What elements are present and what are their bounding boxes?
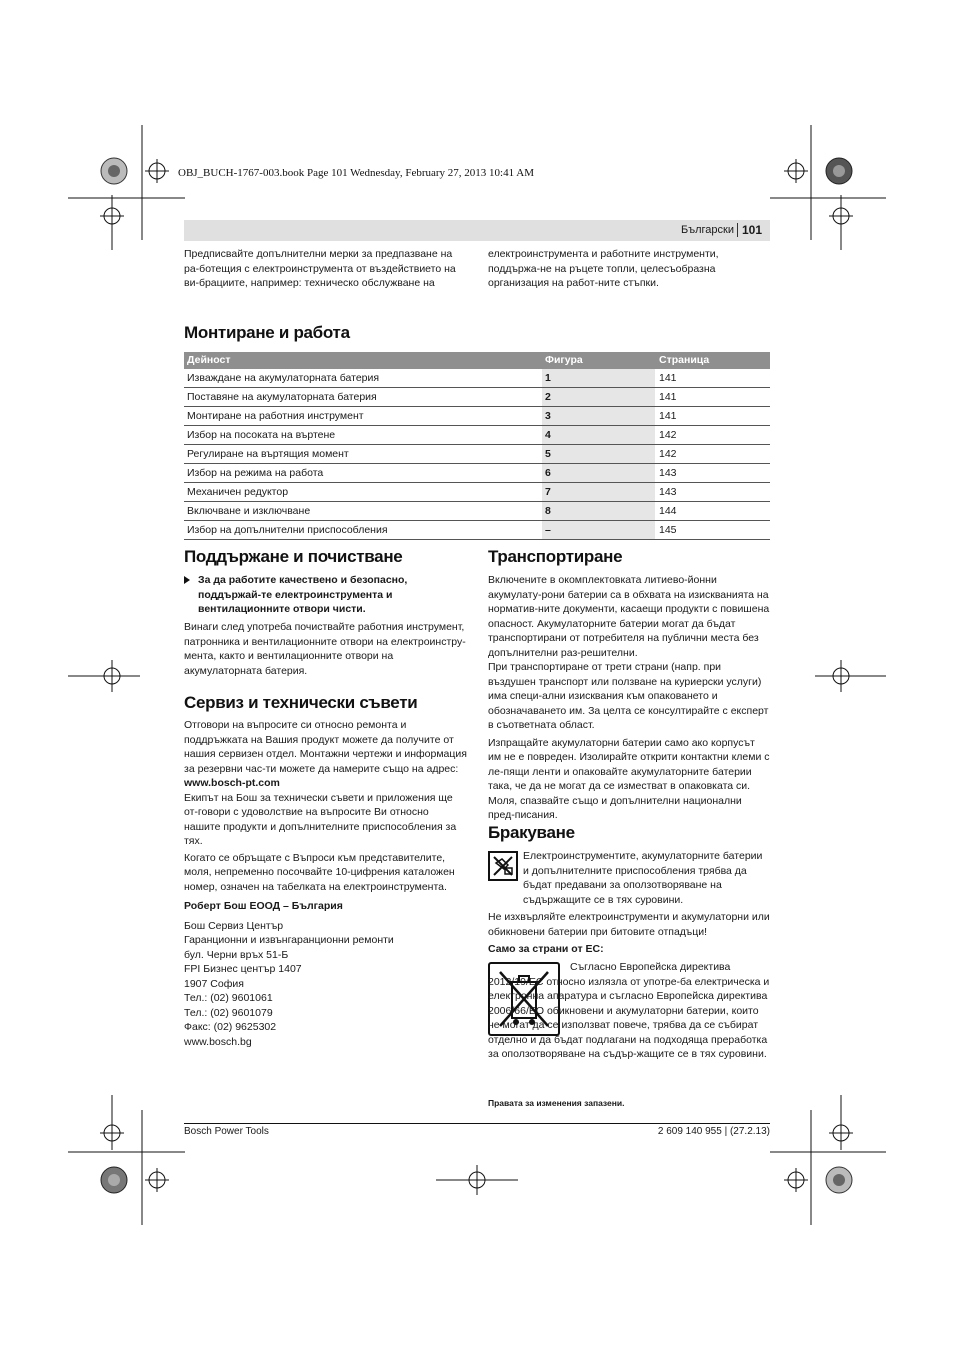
service-address <box>184 919 468 1050</box>
intro-right: електроинструмента и работните инструменти, поддържа-не на ръцете топли, целесъобразна организация на работ-ните стъпки. <box>488 248 719 289</box>
section-title-service: Сервиз и технически съвети <box>184 693 418 712</box>
cell-page: 142 <box>659 448 677 460</box>
cell-figure: 6 <box>545 467 551 479</box>
header-divider <box>737 223 738 237</box>
service-block <box>184 718 468 1049</box>
address-line: Гаранционни и извънгаранционни ремонти <box>184 934 394 946</box>
transport-p1: Включените в окомплектовката литиево-йонни акумулату-рони батерии са в обхвата на изискванията на норматив-ните документи, касаещи продукти с повишена опасност. Акумулаторните батерии могат да бъдат транспортирани от потребителя на публични места без допълнителни раз-решителни. <box>488 574 770 659</box>
disposal-eu-label: Само за страни от ЕС: <box>488 943 604 955</box>
print-header: OBJ_BUCH-1767-003.book Page 101 Wednesday, February 27, 2013 10:41 AM <box>178 167 534 179</box>
cell-page: 143 <box>659 486 677 498</box>
table-row <box>184 445 770 464</box>
footer-doc-number: 2 609 140 955 | (27.2.13) <box>657 1126 770 1137</box>
table-row <box>184 464 770 483</box>
section-title-disposal: Бракуване <box>488 823 575 842</box>
cell-action: Монтиране на работния инструмент <box>187 410 364 422</box>
cell-action: Поставяне на акумулаторната батерия <box>187 391 377 403</box>
transport-p2: При транспортиране от трети страни (напр. при въздушен транспорт или ползване на куриерски услуги) има специ-ални изисквания към опаковането и обозначаването им. За целта се консултирайте с експерт в съответната област. <box>488 661 769 731</box>
disposal-p1: Електроинструментите, акумулаторните батерии и допълнителните приспособления трябва да бъдат предавани за оползотворяване на съдържащите се в тях суровини. <box>523 850 763 906</box>
col-header-figure: Фигура <box>545 354 583 366</box>
transport-p4: Моля, спазвайте също и допълнителни национални пред-писания. <box>488 794 742 821</box>
cell-page: 145 <box>659 524 677 536</box>
address-line[interactable]: www.bosch.bg <box>184 1035 252 1048</box>
cell-page: 141 <box>659 391 677 403</box>
cell-action: Избор на посоката на въртене <box>187 429 336 441</box>
address-line: Тел.: (02) 9601061 <box>184 992 273 1004</box>
section-title-transport: Транспортиране <box>488 547 623 566</box>
transport-p3: Изпращайте акумулаторни батерии само ако корпусът им не е повреден. Изолирайте открити контактни клеми с ле-пящи ленти и опаковайте акумулаторните батерии така, че да не могат да се изместват в опаковката си. <box>488 736 770 792</box>
table-row <box>184 388 770 407</box>
service-p2: Екипът на Бош за технически съвети и приложения ще от-говори с удоволствие на въпросите Ви относно нашите продукти и допълнителните приспособления за тях. <box>184 791 457 847</box>
cell-figure: 5 <box>545 448 551 460</box>
disposal-p2: Не изхвърляйте електроинструменти и акумулаторни или обикновени батерии при битовите отпадъци! <box>488 911 770 938</box>
page-header <box>184 220 770 241</box>
cell-page: 142 <box>659 429 677 441</box>
table-row <box>184 521 770 540</box>
cell-page: 144 <box>659 505 677 517</box>
intro-left: Предписвайте допълнителни мерки за предпазване на ра-ботещия с електроинструмента от въздействието на ви-брациите, например: техническо обслужване на <box>184 248 456 289</box>
maintenance-text: Винаги след употреба почиствайте работния инструмент, патронника и вентилационните отвори на електроинстру-мента, както и вентилационните отвори на акумулаторната батерия. <box>184 621 466 677</box>
table-row <box>184 483 770 502</box>
cell-figure: – <box>545 524 551 536</box>
page-number: 101 <box>741 223 762 237</box>
cell-figure: 4 <box>545 429 551 441</box>
bullet-arrow-icon <box>184 576 190 584</box>
cell-figure: 1 <box>545 372 551 384</box>
service-p3: Когато се обръщате с Въпроси към представителите, моля, непременно посочвайте 10-цифрения каталожен номер, означен на табелката на електроинструмента. <box>184 851 455 893</box>
cell-action: Изваждане на акумулаторната батерия <box>187 372 380 384</box>
col-header-action: Дейност <box>187 354 231 366</box>
col-header-page: Страница <box>659 354 710 366</box>
cell-action: Механичен редуктор <box>187 486 289 498</box>
disposal-p3: Съгласно Европейска директива 2012/19/ЕС относно излязла от употре-ба електрическа и електронна апаратура и съгласно Европейска директива 2006/66/ЕО обикновени и акумулаторни батерии, които не могат да се използват повече, трябва да се събират отделно и да бъдат подлагани на подходяща преработка за оползотворяване на съдър-жащите се в тях суровини. <box>488 961 770 1060</box>
address-line: Тел.: (02) 9601079 <box>184 1006 273 1019</box>
footer-brand: Bosch Power Tools <box>184 1126 269 1137</box>
footer-divider <box>184 1123 770 1124</box>
address-line: Факс: (02) 9625302 <box>184 1021 277 1033</box>
maintenance-bullet <box>184 573 468 617</box>
maintenance-bullet-text: За да работите качествено и безопасно, поддържай-те електроинструмента и вентилационните отвори чисти. <box>198 574 408 615</box>
cell-page: 141 <box>659 372 677 384</box>
table-row <box>184 407 770 426</box>
address-line: 1907 София <box>184 977 244 990</box>
cell-action: Избор на допълнителни приспособления <box>187 524 388 536</box>
cell-action: Регулиране на въртящия момент <box>187 448 349 460</box>
service-url[interactable]: www.bosch-pt.com <box>184 777 280 789</box>
service-company: Роберт Бош ЕООД – България <box>184 900 343 912</box>
recycle-tool-icon <box>488 851 518 881</box>
header-language: Български <box>681 224 734 236</box>
section-title-mounting: Монтиране и работа <box>184 323 350 342</box>
address-line: FPI Бизнес център 1407 <box>184 963 302 975</box>
transport-block <box>488 573 770 823</box>
cell-action: Избор на режима на работа <box>187 467 324 479</box>
cell-page: 143 <box>659 467 677 479</box>
section-title-maintenance: Поддържане и почистване <box>184 547 403 566</box>
cell-page: 141 <box>659 410 677 422</box>
cell-action: Включване и изключване <box>187 505 311 517</box>
cell-figure: 8 <box>545 505 551 517</box>
table-row <box>184 502 770 521</box>
operations-table <box>184 352 770 540</box>
address-line: бул. Черни връх 51-Б <box>184 948 289 961</box>
table-header <box>184 352 770 369</box>
address-line: Бош Сервиз Център <box>184 919 284 932</box>
table-row <box>184 426 770 445</box>
service-p1: Отговори на въпросите си относно ремонта и поддръжката на Вашия продукт можете да получите от нашия сервизен отдел. Монтажни чертежи и информация за резервни час-ти можете да намерите също на адрес: <box>184 719 467 775</box>
rights-reserved: Правата за изменения запазени. <box>488 1098 625 1108</box>
cell-figure: 3 <box>545 410 551 422</box>
table-row <box>184 369 770 388</box>
cell-figure: 2 <box>545 391 551 403</box>
cell-figure: 7 <box>545 486 551 498</box>
